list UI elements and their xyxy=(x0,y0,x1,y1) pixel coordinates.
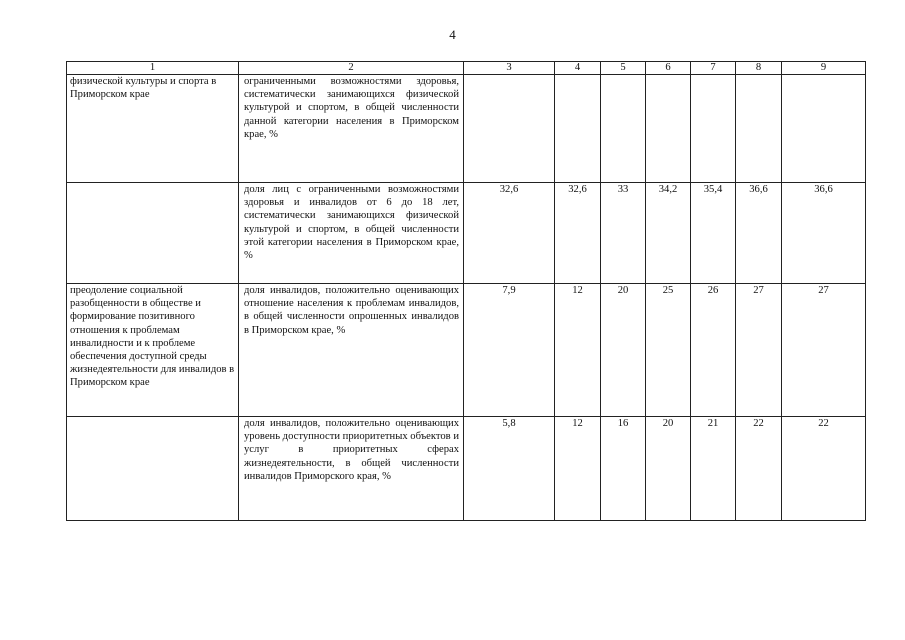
column-header: 9 xyxy=(782,62,866,75)
value-cell: 20 xyxy=(601,284,646,417)
value-cell xyxy=(782,75,866,183)
value-cell: 12 xyxy=(555,417,601,521)
value-cell: 34,2 xyxy=(646,183,691,284)
value-cell: 27 xyxy=(736,284,782,417)
indicator-cell: доля инвалидов, положительно оценивающих отношение населения к проблемам инвалидов, в общей численности опрошенных инвалидов в Приморском крае, % xyxy=(239,284,464,417)
value-cell: 36,6 xyxy=(736,183,782,284)
indicator-cell: доля лиц с ограниченными возможностями здоровья и инвалидов от 6 до 18 лет, систематически занимающихся физической культурой и спортом, в общей численности этой категории населения в Приморском крае, % xyxy=(239,183,464,284)
value-cell: 12 xyxy=(555,284,601,417)
table-row xyxy=(67,284,866,417)
value-cell: 5,8 xyxy=(464,417,555,521)
column-header: 1 xyxy=(67,62,239,75)
value-cell: 27 xyxy=(782,284,866,417)
table-row xyxy=(67,75,866,183)
column-header: 5 xyxy=(601,62,646,75)
value-cell: 7,9 xyxy=(464,284,555,417)
column-header: 7 xyxy=(691,62,736,75)
value-cell: 25 xyxy=(646,284,691,417)
category-cell xyxy=(67,417,239,521)
column-header: 2 xyxy=(239,62,464,75)
value-cell xyxy=(601,75,646,183)
value-cell: 20 xyxy=(646,417,691,521)
table-row xyxy=(67,417,866,521)
value-cell: 33 xyxy=(601,183,646,284)
column-header: 4 xyxy=(555,62,601,75)
value-cell xyxy=(555,75,601,183)
value-cell: 36,6 xyxy=(782,183,866,284)
column-header: 6 xyxy=(646,62,691,75)
value-cell: 16 xyxy=(601,417,646,521)
value-cell: 21 xyxy=(691,417,736,521)
category-cell: преодоление социальной разобщенности в обществе и формирование позитивного отношения к проблемам инвалидности и к проблеме обеспечения доступной среды жизнедеятельности для инвалидов в Приморском крае xyxy=(67,284,239,417)
value-cell: 32,6 xyxy=(464,183,555,284)
column-header: 3 xyxy=(464,62,555,75)
value-cell xyxy=(736,75,782,183)
value-cell: 22 xyxy=(736,417,782,521)
category-cell: физической культуры и спорта в Приморском крае xyxy=(67,75,239,183)
value-cell: 22 xyxy=(782,417,866,521)
table-header-row xyxy=(67,62,866,75)
indicator-cell: доля инвалидов, положительно оценивающих уровень доступности приоритетных объектов и услуг в приоритетных сферах жизнедеятельности, в общей численности инвалидов Приморского края, % xyxy=(239,417,464,521)
value-cell xyxy=(464,75,555,183)
column-header: 8 xyxy=(736,62,782,75)
category-cell xyxy=(67,183,239,284)
table-row xyxy=(67,183,866,284)
page-number: 4 xyxy=(449,27,456,42)
value-cell: 26 xyxy=(691,284,736,417)
indicator-cell: ограниченными возможностями здоровья, систематически занимающихся физической культурой и спортом, в общей численности данной категории населения в Приморском крае, % xyxy=(239,75,464,183)
value-cell xyxy=(691,75,736,183)
value-cell xyxy=(646,75,691,183)
value-cell: 35,4 xyxy=(691,183,736,284)
value-cell: 32,6 xyxy=(555,183,601,284)
indicators-table xyxy=(66,61,866,521)
